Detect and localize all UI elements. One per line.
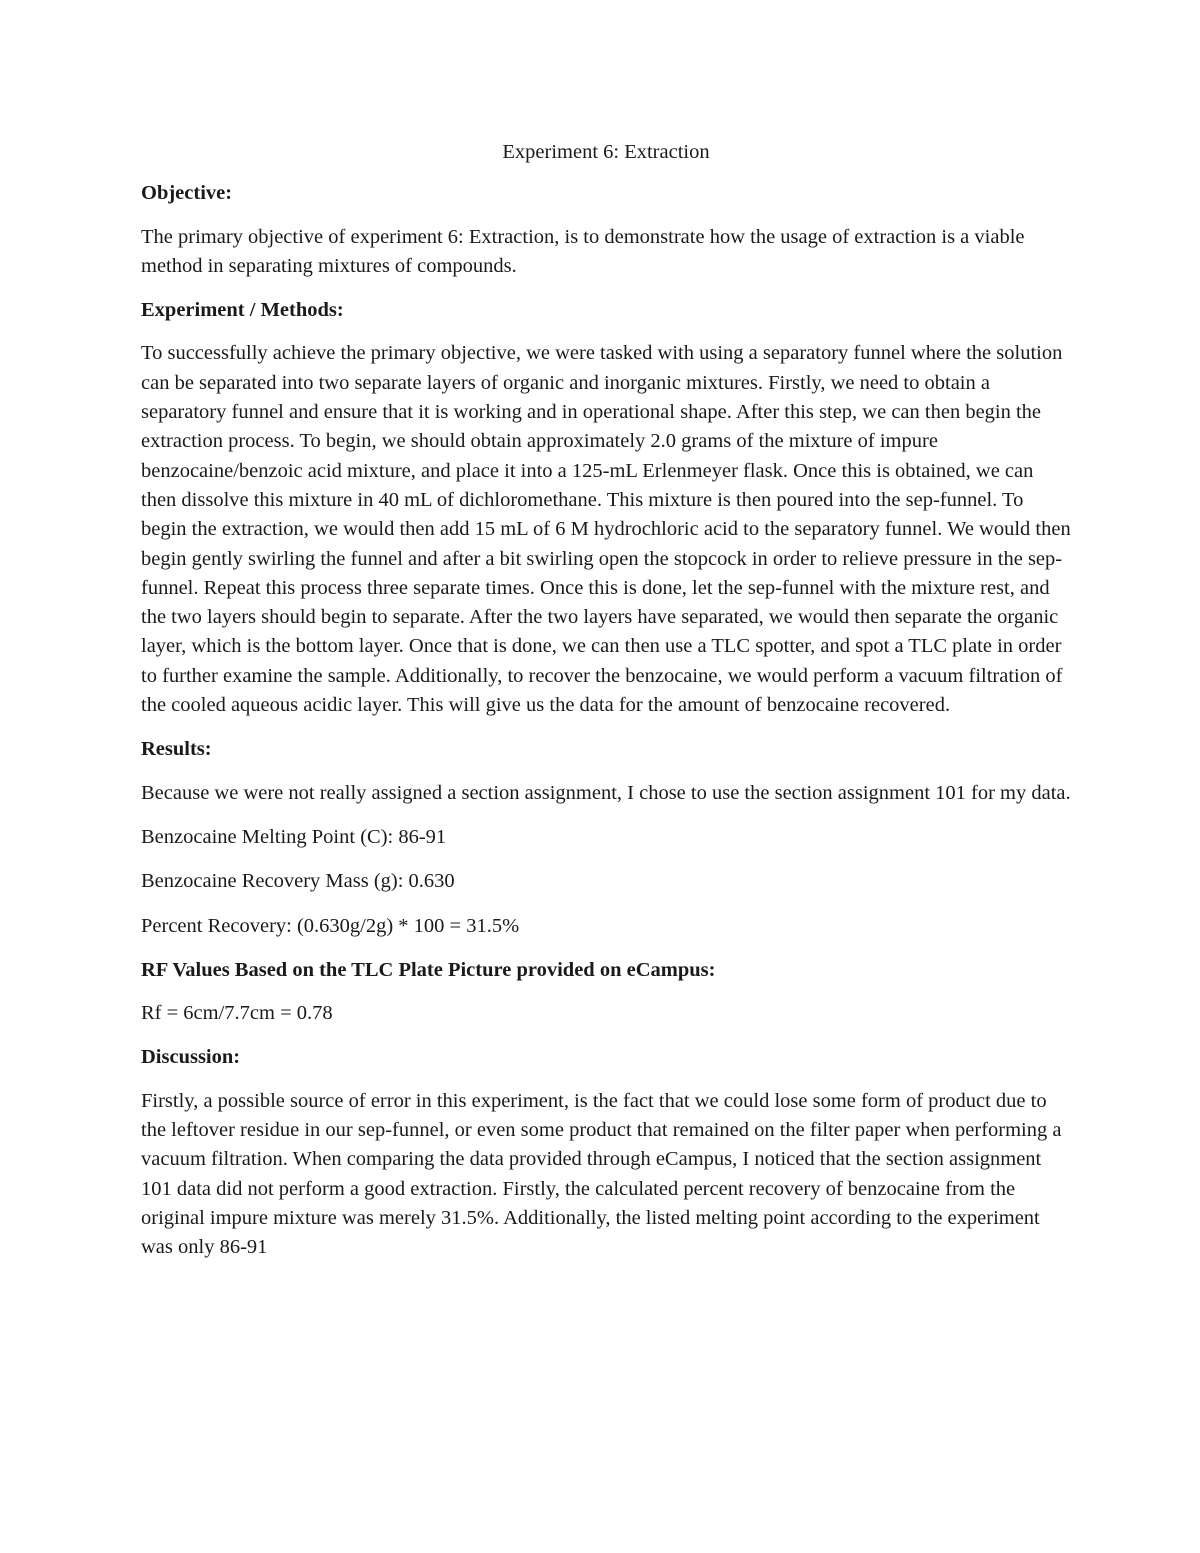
- objective-heading: Objective:: [141, 182, 233, 205]
- rf-values-heading: RF Values Based on the TLC Plate Picture provided on eCampus:: [141, 958, 716, 981]
- percent-recovery-line: Percent Recovery: (0.630g/2g) * 100 = 31.5%: [141, 914, 520, 937]
- melting-point-line: Benzocaine Melting Point (C): 86-91: [141, 825, 447, 848]
- results-heading: Results:: [141, 738, 212, 761]
- methods-heading: Experiment / Methods:: [141, 299, 344, 322]
- rf-value-line: Rf = 6cm/7.7cm = 0.78: [141, 1002, 333, 1025]
- recovery-mass-line: Benzocaine Recovery Mass (g): 0.630: [141, 870, 455, 893]
- document-page: [141, 138, 1071, 1278]
- objective-paragraph: The primary objective of experiment 6: Extraction, is to demonstrate how the usage of extraction is a viable method in separating mixtures of compounds.: [141, 225, 1025, 277]
- document-title: Experiment 6: Extraction: [502, 141, 710, 163]
- discussion-paragraph: Firstly, a possible source of error in this experiment, is the fact that we could lose some form of product due to the leftover residue in our sep-funnel, or even some product that remained on the filter paper when performing a vacuum filtration. When comparing the data provided through eCampus, I noticed that the section assignment 101 data did not perform a good extraction. Firstly, the calculated percent recovery of benzocaine from the original impure mixture was merely 31.5%. Additionally, the listed melting point according to the experiment was only 86-91: [141, 1089, 1062, 1259]
- results-intro-paragraph: Because we were not really assigned a section assignment, I chose to use the section assignment 101 for my data.: [141, 781, 1071, 804]
- methods-paragraph: To successfully achieve the primary objective, we were tasked with using a separatory funnel where the solution can be separated into two separate layers of organic and inorganic mixtures. Firstly, we need to obtain a separatory funnel and ensure that it is working and in operational shape. After this step, we can then begin the extraction process. To begin, we should obtain approximately 2.0 grams of the mixture of impure benzocaine/benzoic acid mixture, and place it into a 125-mL Erlenmeyer flask. Once this is obtained, we can then dissolve this mixture in 40 mL of dichloromethane. This mixture is then poured into the sep-funnel. To begin the extraction, we would then add 15 mL of 6 M hydrochloric acid to the separatory funnel. We would then begin gently swirling the funnel and after a bit swirling open the stopcock in order to relieve pressure in the sep-funnel. Repeat this process three separate times. Once this is done, let the sep-funnel with the mixture rest, and the two layers should begin to separate. After the two layers have separated, we would then separate the organic layer, which is the bottom layer. Once that is done, we can then use a TLC spotter, and spot a TLC plate in order to further examine the sample. Additionally, to recover the benzocaine, we would perform a vacuum filtration of the cooled aqueous acidic layer. This will give us the data for the amount of benzocaine recovered.: [141, 342, 1071, 717]
- discussion-heading: Discussion:: [141, 1046, 241, 1069]
